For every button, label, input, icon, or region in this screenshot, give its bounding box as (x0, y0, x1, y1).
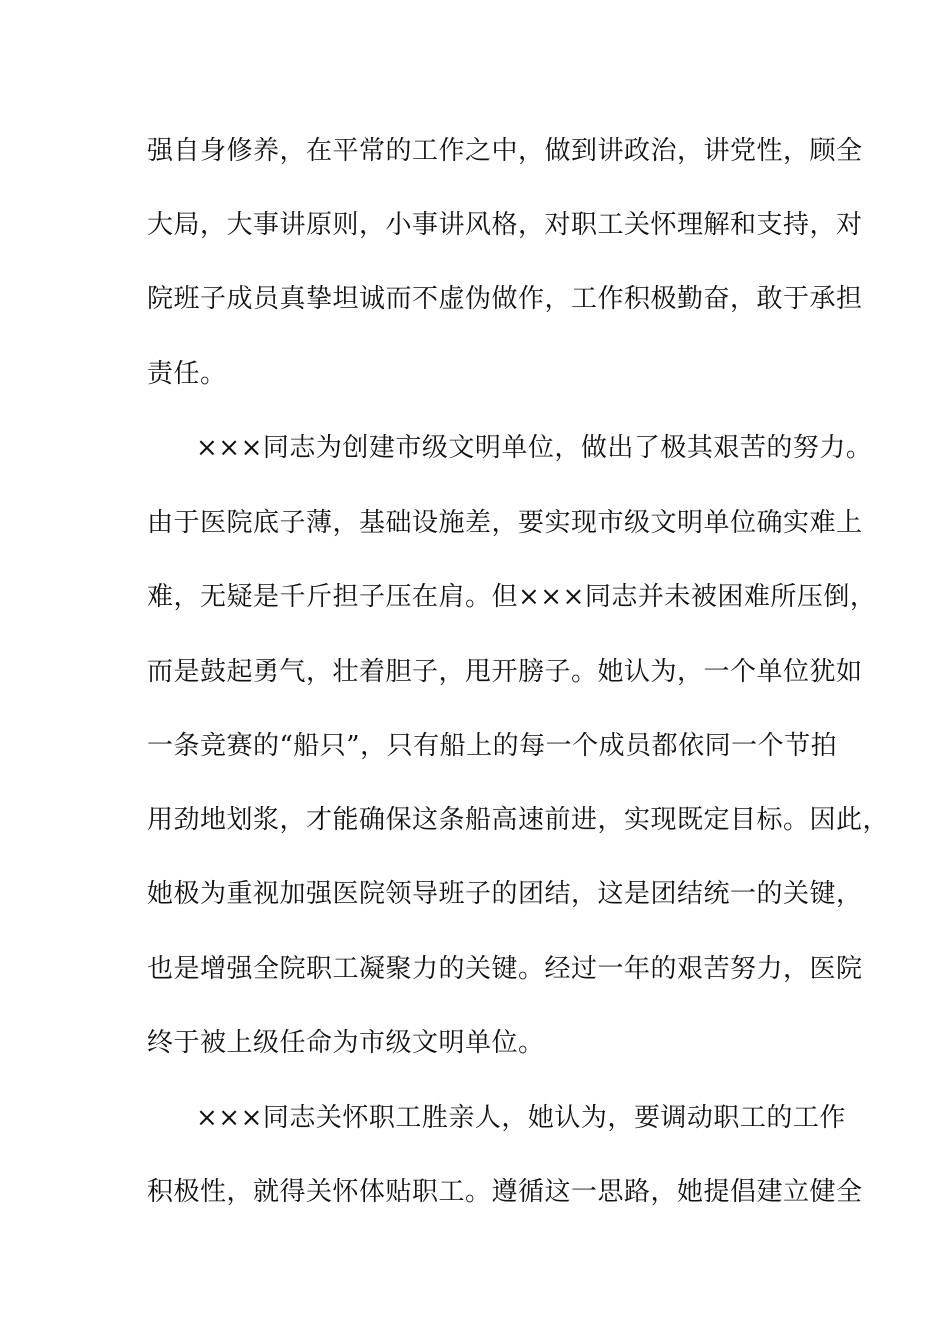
text-line: 积极性，就得关怀体贴职工。遵循这一思路，她提倡建立健全 (147, 1177, 863, 1207)
text-line: 由于医院底子薄，基础设施差，要实现市级文明单位确实难上 (147, 508, 863, 538)
text-line: 一条竞赛的“船只”，只有船上的每一个成员都依同一个节拍 (147, 731, 838, 761)
text-line: 而是鼓起勇气，壮着胆子，甩开膀子。她认为，一个单位犹如 (147, 657, 863, 687)
text-line: 院班子成员真挚坦诚而不虚伪做作，工作积极勤奋，敢于承担 (147, 284, 863, 314)
text-line: 难，无疑是千斤担子压在肩。但×××同志并未被困难所压倒， (147, 582, 877, 612)
paragraph-first-line: ×××同志关怀职工胜亲人，她认为，要调动职工的工作 (196, 1103, 846, 1133)
text-line: 责任。 (147, 359, 227, 389)
text-line: 终于被上级任命为市级文明单位。 (147, 1028, 545, 1058)
paragraph-first-line: ×××同志为创建市级文明单位，做出了极其艰苦的努力。 (196, 433, 873, 463)
text-line: 也是增强全院职工凝聚力的关键。经过一年的艰苦努力，医院 (147, 954, 863, 984)
text-line: 她极为重视加强医院领导班子的团结，这是团结统一的关键， (147, 879, 863, 909)
text-line: 大局，大事讲原则，小事讲风格，对职工关怀理解和支持，对 (147, 210, 863, 240)
text-line: 强自身修养，在平常的工作之中，做到讲政治，讲党性，顾全 (147, 136, 863, 166)
text-line: 用劲地划浆，才能确保这条船高速前进，实现既定目标。因此， (147, 805, 890, 835)
